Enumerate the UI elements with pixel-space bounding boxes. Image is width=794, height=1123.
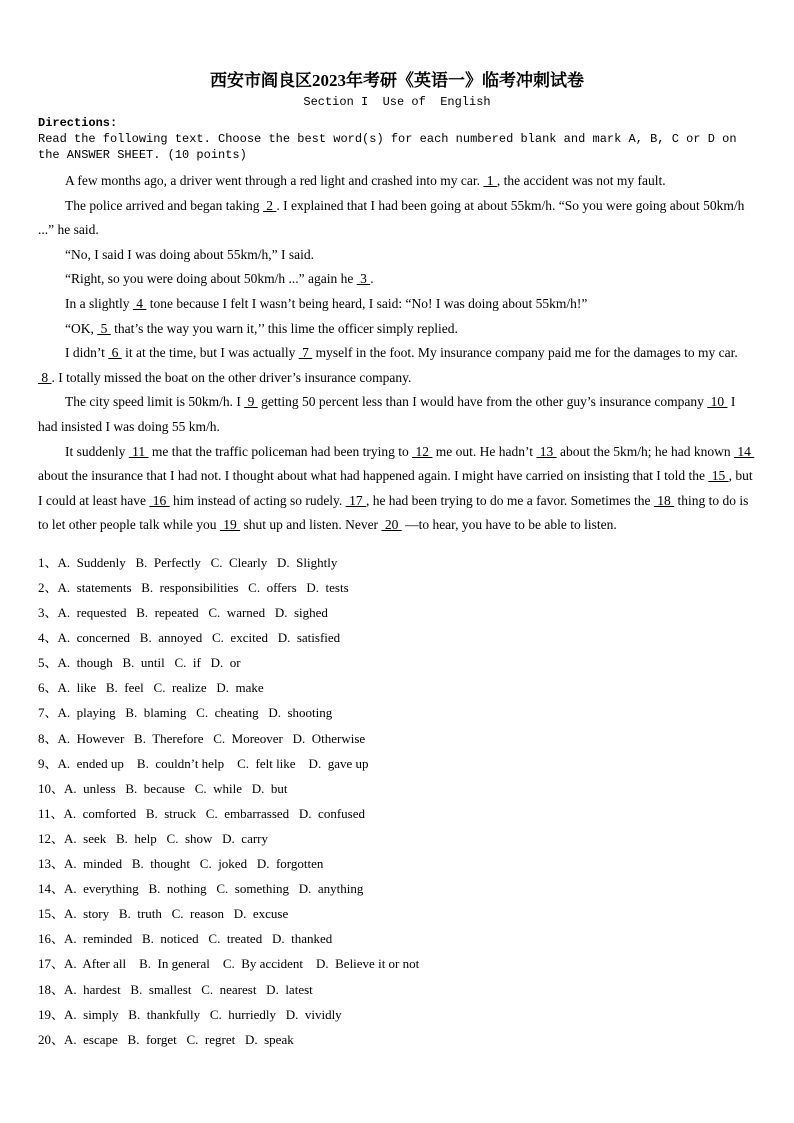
passage-paragraph: I didn’t 6 it at the time, but I was actually 7 myself in the foot. My insurance company paid me for the damages to my car. 8 . I totally missed the boat on the other driver’s insurance company. (38, 345, 738, 385)
cloze-blank: 10 (707, 394, 728, 410)
passage-paragraph: The police arrived and began taking 2 . I explained that I had been going at about 55km/h. “So you were going about 50km/h ...” he said. (38, 197, 745, 238)
cloze-blank: 1 (483, 173, 497, 188)
question-item: 6、A. like B. feel C. realize D. make (38, 680, 264, 696)
cloze-blank: 8 (38, 369, 52, 385)
passage (38, 169, 756, 538)
cloze-blank: 7 (298, 345, 313, 361)
passage-paragraph: A few months ago, a driver went through a red light and crashed into my car. 1 , the accident was not my fault. (65, 173, 666, 188)
question-item: 14、A. everything B. nothing C. something D. anything (38, 881, 364, 897)
cloze-blank: 5 (97, 320, 111, 336)
question-item: 4、A. concerned B. annoyed C. excited D. satisfied (38, 630, 341, 646)
question-item: 20、A. escape B. forget C. regret D. speak (38, 1031, 294, 1047)
cloze-blank: 13 (536, 443, 557, 459)
question-item: 11、A. comforted B. struck C. embarrassed D. confused (38, 805, 365, 821)
cloze-blank: 16 (149, 492, 170, 508)
cloze-blank: 17 (345, 492, 366, 508)
question-item: 2、A. statements B. responsibilities C. offers D. tests (38, 580, 349, 595)
passage-paragraph: “No, I said I was doing about 55km/h,” I said. (65, 246, 314, 262)
cloze-blank: 6 (108, 345, 122, 361)
question-item: 7、A. playing B. blaming C. cheating D. shooting (38, 705, 333, 721)
cloze-blank: 4 (132, 295, 147, 311)
cloze-blank: 15 (708, 468, 729, 484)
question-item: 9、A. ended up B. couldn’t help C. felt like D. gave up (38, 755, 369, 771)
question-item: 5、A. though B. until C. if D. or (38, 655, 241, 671)
question-item: 19、A. simply B. thankfully C. hurriedly D. vividly (38, 1006, 342, 1022)
directions-label: Directions: (38, 116, 118, 130)
question-item: 16、A. reminded B. noticed C. treated D. thanked (38, 931, 333, 947)
passage-paragraph: “Right, so you were doing about 50km/h ...” again he 3 . (65, 271, 374, 287)
page-title: 西安市阎良区2023年考研《英语一》临考冲刺试卷 (210, 71, 584, 90)
cloze-blank: 11 (128, 443, 149, 459)
question-item: 3、A. requested B. repeated C. warned D. sighed (38, 605, 328, 621)
cloze-blank: 20 (381, 517, 402, 533)
passage-paragraph: It suddenly 11 me that the traffic policeman had been trying to 12 me out. He hadn’t 13 about the 5km/h; he had known 14 about the insurance that I had not. I thought about what had happened again. I might have carried on insisting that I told the 15 , but I could at least have 16 him instead of acting so rudely. 17 , he had been trying to do me a favor. Sometimes the 18 thing to do is to let other people talk while you 19 shut up and listen. Never 20 —to hear, you have to be able to listen. (38, 443, 755, 533)
directions-text: Read the following text. Choose the best word(s) for each numbered blank and mark A, B, C or D on the ANSWER SHEET. (10 points) (38, 132, 744, 162)
question-item: 8、A. However B. Therefore C. Moreover D. Otherwise (38, 730, 366, 746)
question-item: 13、A. minded B. thought C. joked D. forgotten (38, 856, 324, 872)
cloze-blank: 9 (244, 394, 258, 410)
question-item: 12、A. seek B. help C. show D. carry (38, 830, 268, 846)
cloze-blank: 18 (653, 492, 675, 508)
question-item: 15、A. story B. truth C. reason D. excuse (38, 906, 289, 922)
question-item: 10、A. unless B. because C. while D. but (38, 780, 288, 796)
cloze-blank: 3 (356, 271, 371, 287)
section-heading: Section I Use of English (303, 95, 491, 109)
cloze-blank: 12 (412, 443, 433, 459)
cloze-blank: 14 (734, 443, 755, 459)
cloze-blank: 2 (262, 197, 277, 213)
passage-paragraph: The city speed limit is 50km/h. I 9 getting 50 percent less than I would have from the other guy’s insurance company 10 I had insisted I was doing 55 km/h. (38, 394, 736, 434)
cloze-blank: 19 (219, 517, 241, 533)
question-item: 1、A. Suddenly B. Perfectly C. Clearly D. Slightly (38, 554, 338, 570)
question-item: 17、A. After all B. In general C. By accident D. Believe it or not (38, 956, 420, 972)
passage-paragraph: “OK, 5 that’s the way you warn it,’’ this lime the officer simply replied. (65, 320, 458, 336)
questions-list (38, 550, 756, 1052)
question-item: 18、A. hardest B. smallest C. nearest D. latest (38, 981, 313, 997)
passage-paragraph: In a slightly 4 tone because I felt I wasn’t being heard, I said: “No! I was doing about 55km/h!” (65, 295, 588, 311)
